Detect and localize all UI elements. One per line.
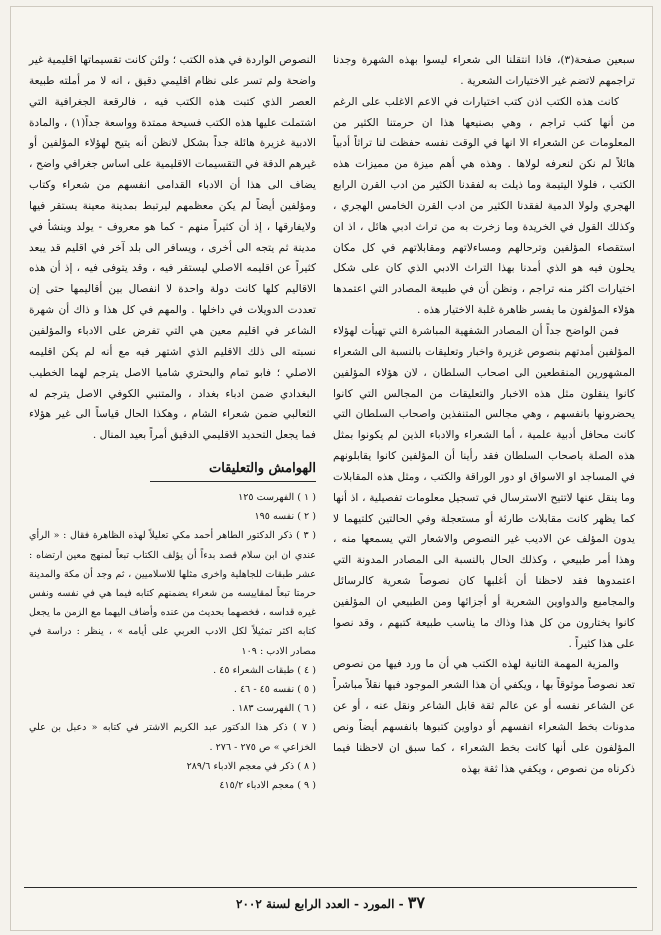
footnote: ( ٧ ) ذكر هذا الدكتور عبد الكريم الاشتر في كتابه « دعبل بن علي الخزاعي » ص ٢٧٥ - ٢٧٦ . (29, 722, 317, 753)
footnote: ( ٥ ) نفسه ٤٥ - ٤٦ . (233, 684, 316, 696)
page-number: ٣٧ (407, 893, 425, 912)
left-column (29, 50, 316, 795)
paragraph: سبعين صفحة(٣)، فاذا انتقلنا الى شعراء ليسوا بهذه الشهرة وجدنا تراجمهم لاتضم غير الاختيارات الشعرية . (333, 54, 635, 87)
footnote: ( ١ ) الفهرست ١٢٥ (238, 492, 316, 504)
paragraph: فمن الواضح جداً أن المصادر الشفهية المباشرة التي تهيأت لهؤلاء المؤلفين أمدتهم بنصوص غزيرة واخبار وتعليقات بالنسبة الى الشعراء المشهورين المنقطعين الى اصحاب السلطان ، لان هؤلاء المؤلفين كانوا ينقلون مثل هذه الاخبار والتعليقات من المجالس التي كانوا يحضرونها بانفسهم ، وهي مجالس المتنفذين واصحاب السلطان التي كانت محافل أدبية علمية ، أما الشعراء والادباء الذين لم يكونوا بمثل هذه الصلة باصحاب السلطان فقد رأينا أن المؤلفين كانوا يقابلونهم في المساجد او الاسواق او دور الوراقة والكتب ، ومثل هذه المقابلات وما ينقل عنها لاتتيح الاسترسال في تسجيل معلومات تفصيلية ، اذ أنها كما يظهر كانت مقابلات طارئة أو مستعجلة وفي الحالتين كلتيهما لا يدون المؤلف عن الاديب غير النصوص والاشعار التي يسمعها منه ، وهذا أمر طبيعي ، وكذلك الحال بالنسبة الى المصادر المدونة التي اعتمدوها فقد لاحظنا أن أغلبها كان نصوصاً شعرية كالرسائل والمجاميع والدواوين الشعرية أو أجزائها ومن الطبيعي ان المؤلفين كانوا يختارون من كل هذا وذاك ما يناسب طبيعة كتبهم ، وقد نصوا على هذا كثيراً . (333, 324, 635, 650)
notes-heading: الهوامش والتعليقات (150, 460, 316, 482)
paragraph: والمزية المهمة الثانية لهذه الكتب هي أن ما ورد فيها من نصوص تعد نصوصاً موثوقاً بها ، ويكفي أن هذا الشعر الموجود فيها نقلاً مباشراً عن الشاعر نفسه أو عن عالم ثقة قابل الشاعر ونقل عنه ، أو عن مدونات بخط الشعراء انفسهم أو دواوين كتبوها بانفسهم أيضاً ونص المؤلفون على أنها كانت بخط الشعراء ، كما سبق ان لاحظنا فيما ذكرناه من نصوص ، ويكفي هذا ثقة بهذه (333, 658, 635, 775)
footer-divider (24, 887, 637, 888)
footnote: ( ٨ ) ذكر في معجم الادباء ٢٨٩/٦ (186, 760, 316, 772)
footnote: ( ٣ ) ذكر الدكتور الطاهر أحمد مكي تعليلاً لهذه الظاهرة فقال : « الرأي عندي ان ابن سلام قصد بدءاً أن يؤلف الكتاب تبعاً لمنهج معين ارتضاه : عشر طبقات للجاهلية واخرى مثلها للاسلاميين ، ثم وجد أن مكة والمدينة حرمتا تبعاً لمقاييسه من شعراء يضمنهم كتابه فيما هي في نفسه ونفس غيره قداسه ، فخصهما بحديث من عنده وأضاف اليهما مع الزمن ما يجعل كتابه اكثر تمثيلاً لكل الادب العربي على أيامه » ، ينظر : دراسة في مصادر الادب : ١٠٩ (29, 530, 317, 657)
footnote: ( ٢ ) نفسه ١٩٥ (254, 511, 316, 523)
notes-list (29, 488, 316, 795)
footnote: ( ٤ ) طبقات الشعراء ٤٥ . (213, 664, 316, 676)
footnote: ( ٦ ) الفهرست ١٨٣ . (231, 703, 316, 715)
footer-dash: - (398, 897, 404, 911)
footnote: ( ٩ ) معجم الادباء ٤١٥/٢ (219, 780, 316, 792)
page-footer (0, 893, 661, 914)
journal-title: المورد - العدد الرابع لسنة ٢٠٠٢ (236, 897, 395, 911)
right-column (333, 50, 635, 780)
paragraph: النصوص الواردة في هذه الكتب ؛ ولئن كانت تقسيماتها اقليمية غير واضحة ولم تسر على نظام اقليمي دقيق ، انه لا مر أملته طبيعة العصر الذي كتبت هذه الكتب فيه ، فالرقعة الجغرافية التي اشتملت عليها هذه الكتب فسيحة ممتدة وواسعة جداً(١) ، والمادة الادبية غزيرة هائلة جداً بشكل لانظن أنه يتيح لهؤلاء المؤلفين أو غيرهم الدقة في التقسيمات الاقليمية على اساس جغرافي واضح ، يضاف الى هذا أن الادباء القدامى انفسهم من شعراء وكتاب ومؤلفين أيضاً لم يكن معظمهم ليرتبط بمدينة معينة يستقر فيها ولايفارقها ، إذ أن كثيراً منهم - كما هو معروف - يولد وينشأ في مدينة ثم يتجه الى أخرى ، ويسافر الى بلد آخر في اقليم قد يبعد كثيراً عن اقليمه الاصلي ليستقر فيه ، وقد يتوفى فيه ، إذ أن هذه الاقاليم كلها كانت دولة واحدة لا انفصال بين أقاليمها حتى إن تعددت الدويلات في داخلها . والمهم في كل هذا و ذاك أن شهرة الشاعر في اقليم معين هي التي تفرض على الادباء والمؤلفين نسبته الى ذلك الاقليم الذي اشتهر فيه مع أنه لم يكن اقليمه الاصلي ؛ فابو تمام والبحتري شاميا الاصل يترجم لهما الخطيب البغدادي ضمن ادباء بغداد ، والمتنبي الكوفي الاصل يترجم له الثعالبي ضمن شعراء الشام ، وهكذا الحال قياساً الى غير هؤلاء فما يجعل التحديد الاقليمي الدقيق أمراً بعيد المنال . (29, 54, 316, 442)
paragraph: كانت هذه الكتب اذن كتب اختيارات في الاعم الاغلب على الرغم من أنها كتب تراجم ، وهي بصنيعها هذا ان حرمتنا الكثير من المعلومات عن الشعراء الا انها في الوقت نفسه حفظت لنا تراثاً أدبياً هائلاً لم نكن لنعرفه لولاها . وهذه هي أهم ميزة من مميزات هذه الكتب ، فلولا اليتيمة وما ذيلت به لفقدنا الكثير من ادب القرن الرابع الهجري ولولا الدمية لفقدنا الكثير من ادب القرن الخامس الهجري ، وكذلك القول في الخريدة وما زخرت به من تراث ادبي هائل ، اذ ان استقصاء المؤلفين وترحالهم ومساءلاتهم ومقابلاتهم في كل مكان يحلون فيه هو الذي أمدنا بهذا التراث الادبي الذي كان على شكل اختيارات اكثر منه تراجم ، ونظن أن في طبيعة المصادر التي اعتمدها هؤلاء المؤلفون ما يفسر ظاهرة غلبة الاختيار هذه . (333, 95, 635, 317)
